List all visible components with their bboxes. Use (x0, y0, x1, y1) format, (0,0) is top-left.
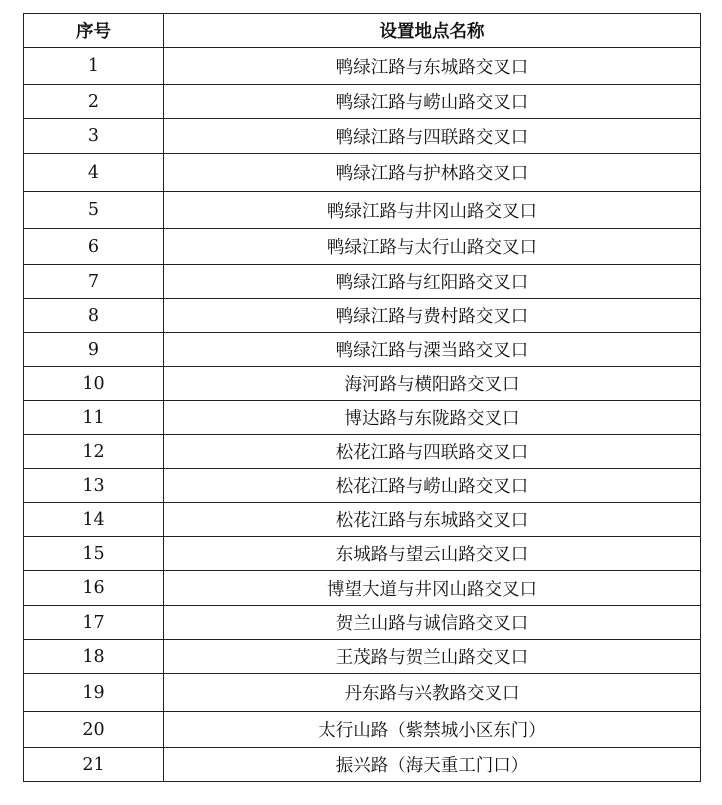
serial-number-cell: 7 (24, 265, 164, 299)
location-name-cell: 鸭绿江路与东城路交叉口 (164, 48, 701, 85)
serial-number-cell: 12 (24, 435, 164, 469)
table-row (24, 640, 701, 674)
table-row (24, 192, 701, 229)
serial-number-cell: 3 (24, 119, 164, 154)
serial-number-cell: 1 (24, 48, 164, 85)
table-row (24, 333, 701, 367)
serial-number-cell: 2 (24, 85, 164, 119)
locations-table (23, 13, 701, 782)
location-name-cell: 丹东路与兴教路交叉口 (164, 674, 701, 712)
table-row (24, 571, 701, 606)
serial-number-cell: 6 (24, 229, 164, 265)
location-name-cell: 鸭绿江路与费村路交叉口 (164, 299, 701, 333)
serial-number-cell: 11 (24, 401, 164, 435)
location-name-cell: 太行山路（紫禁城小区东门） (164, 712, 701, 748)
header-location-name: 设置地点名称 (164, 14, 701, 48)
table-row (24, 748, 701, 782)
serial-number-cell: 17 (24, 606, 164, 640)
serial-number-cell: 14 (24, 503, 164, 537)
location-name-cell: 松花江路与东城路交叉口 (164, 503, 701, 537)
serial-number-cell: 13 (24, 469, 164, 503)
table-row (24, 435, 701, 469)
location-name-cell: 松花江路与四联路交叉口 (164, 435, 701, 469)
location-name-cell: 贺兰山路与诚信路交叉口 (164, 606, 701, 640)
header-serial-number: 序号 (24, 14, 164, 48)
table-row (24, 48, 701, 85)
serial-number-cell: 15 (24, 537, 164, 571)
serial-number-cell: 16 (24, 571, 164, 606)
location-name-cell: 海河路与横阳路交叉口 (164, 367, 701, 401)
table-row (24, 537, 701, 571)
table-row (24, 85, 701, 119)
table-row (24, 674, 701, 712)
location-name-cell: 鸭绿江路与崂山路交叉口 (164, 85, 701, 119)
location-name-cell: 东城路与望云山路交叉口 (164, 537, 701, 571)
location-name-cell: 鸭绿江路与四联路交叉口 (164, 119, 701, 154)
location-name-cell: 鸭绿江路与井冈山路交叉口 (164, 192, 701, 229)
table-row (24, 606, 701, 640)
location-name-cell: 鸭绿江路与太行山路交叉口 (164, 229, 701, 265)
location-name-cell: 鸭绿江路与溧当路交叉口 (164, 333, 701, 367)
table-header-row (24, 14, 701, 48)
location-name-cell: 松花江路与崂山路交叉口 (164, 469, 701, 503)
table-row (24, 299, 701, 333)
location-name-cell: 王茂路与贺兰山路交叉口 (164, 640, 701, 674)
serial-number-cell: 5 (24, 192, 164, 229)
location-name-cell: 鸭绿江路与红阳路交叉口 (164, 265, 701, 299)
table-row (24, 154, 701, 192)
serial-number-cell: 20 (24, 712, 164, 748)
table-row (24, 229, 701, 265)
table-row (24, 367, 701, 401)
location-name-cell: 博达路与东陇路交叉口 (164, 401, 701, 435)
table-row (24, 401, 701, 435)
serial-number-cell: 21 (24, 748, 164, 782)
serial-number-cell: 9 (24, 333, 164, 367)
serial-number-cell: 10 (24, 367, 164, 401)
table-row (24, 469, 701, 503)
table-row (24, 503, 701, 537)
serial-number-cell: 4 (24, 154, 164, 192)
table-row (24, 119, 701, 154)
serial-number-cell: 19 (24, 674, 164, 712)
serial-number-cell: 18 (24, 640, 164, 674)
table-row (24, 265, 701, 299)
table-row (24, 712, 701, 748)
location-name-cell: 博望大道与井冈山路交叉口 (164, 571, 701, 606)
serial-number-cell: 8 (24, 299, 164, 333)
location-name-cell: 鸭绿江路与护林路交叉口 (164, 154, 701, 192)
location-name-cell: 振兴路（海天重工门口） (164, 748, 701, 782)
